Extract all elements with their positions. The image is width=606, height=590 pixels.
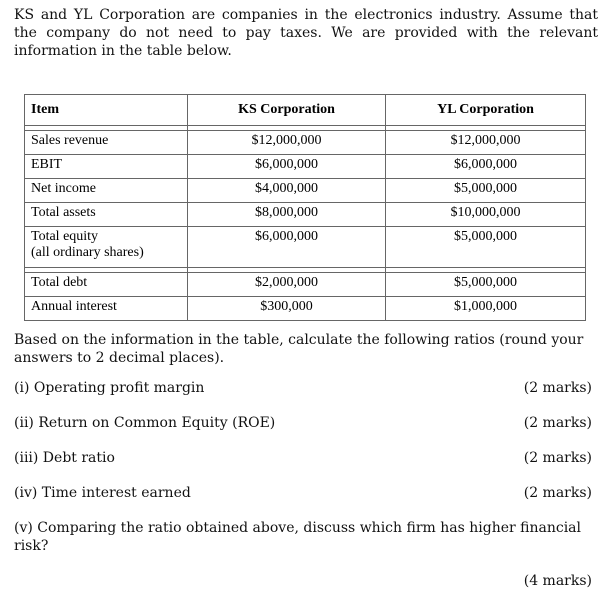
ks-value: $6,000,000	[188, 227, 386, 268]
question-item	[14, 449, 598, 484]
questions-section	[14, 331, 598, 590]
ks-value: $4,000,000	[188, 179, 386, 203]
instructions: Based on the information in the table, calculate the following ratios (round your answers to 2 decimal places).	[14, 332, 584, 366]
yl-value: $5,000,000	[386, 227, 586, 268]
row-label: Total assets	[25, 203, 188, 227]
question-text: (v) Comparing the ratio obtained above, discuss which firm has higher financial risk?	[14, 520, 581, 554]
ks-value: $8,000,000	[188, 203, 386, 227]
question-marks: (2 marks)	[523, 415, 592, 431]
question-text: (ii) Return on Common Equity (ROE)	[14, 415, 276, 431]
question-marks: (2 marks)	[523, 450, 592, 466]
row-label-line2: (all ordinary shares)	[31, 245, 144, 260]
question-text: (iii) Debt ratio	[14, 450, 115, 466]
question-text: (i) Operating profit margin	[14, 380, 205, 396]
question-item	[14, 414, 598, 449]
header-yl-corporation: YL Corporation	[386, 95, 586, 126]
question-item	[14, 519, 598, 590]
question-marks: (4 marks)	[523, 573, 592, 589]
table-row	[25, 131, 586, 155]
row-label: Sales revenue	[25, 131, 188, 155]
table-row	[25, 273, 586, 297]
row-label-line1: Total equity	[31, 229, 99, 244]
row-label: Total debt	[25, 273, 188, 297]
row-label	[25, 227, 188, 268]
row-label: EBIT	[25, 155, 188, 179]
ks-value: $6,000,000	[188, 155, 386, 179]
yl-value: $5,000,000	[386, 273, 586, 297]
question-item	[14, 484, 598, 519]
header-ks-corporation: KS Corporation	[188, 95, 386, 126]
table-row	[25, 203, 586, 227]
question-marks: (2 marks)	[523, 485, 592, 501]
yl-value: $5,000,000	[386, 179, 586, 203]
ks-value: $2,000,000	[188, 273, 386, 297]
row-label: Net income	[25, 179, 188, 203]
table-header-row	[25, 95, 586, 126]
row-label: Annual interest	[25, 297, 188, 321]
question-text: (iv) Time interest earned	[14, 485, 191, 501]
financial-info-table	[24, 94, 586, 321]
yl-value: $12,000,000	[386, 131, 586, 155]
question-marks: (2 marks)	[523, 380, 592, 396]
yl-value: $10,000,000	[386, 203, 586, 227]
yl-value: $1,000,000	[386, 297, 586, 321]
table-row	[25, 155, 586, 179]
intro-paragraph: KS and YL Corporation are companies in the electronics industry. Assume that the company do not need to pay taxes. We are provided with the relevant information in the table below.	[14, 7, 598, 59]
header-item: Item	[25, 95, 188, 126]
table-row	[25, 297, 586, 321]
table-row	[25, 227, 586, 268]
yl-value: $6,000,000	[386, 155, 586, 179]
ks-value: $12,000,000	[188, 131, 386, 155]
ks-value: $300,000	[188, 297, 386, 321]
table-row	[25, 179, 586, 203]
question-item	[14, 379, 598, 414]
